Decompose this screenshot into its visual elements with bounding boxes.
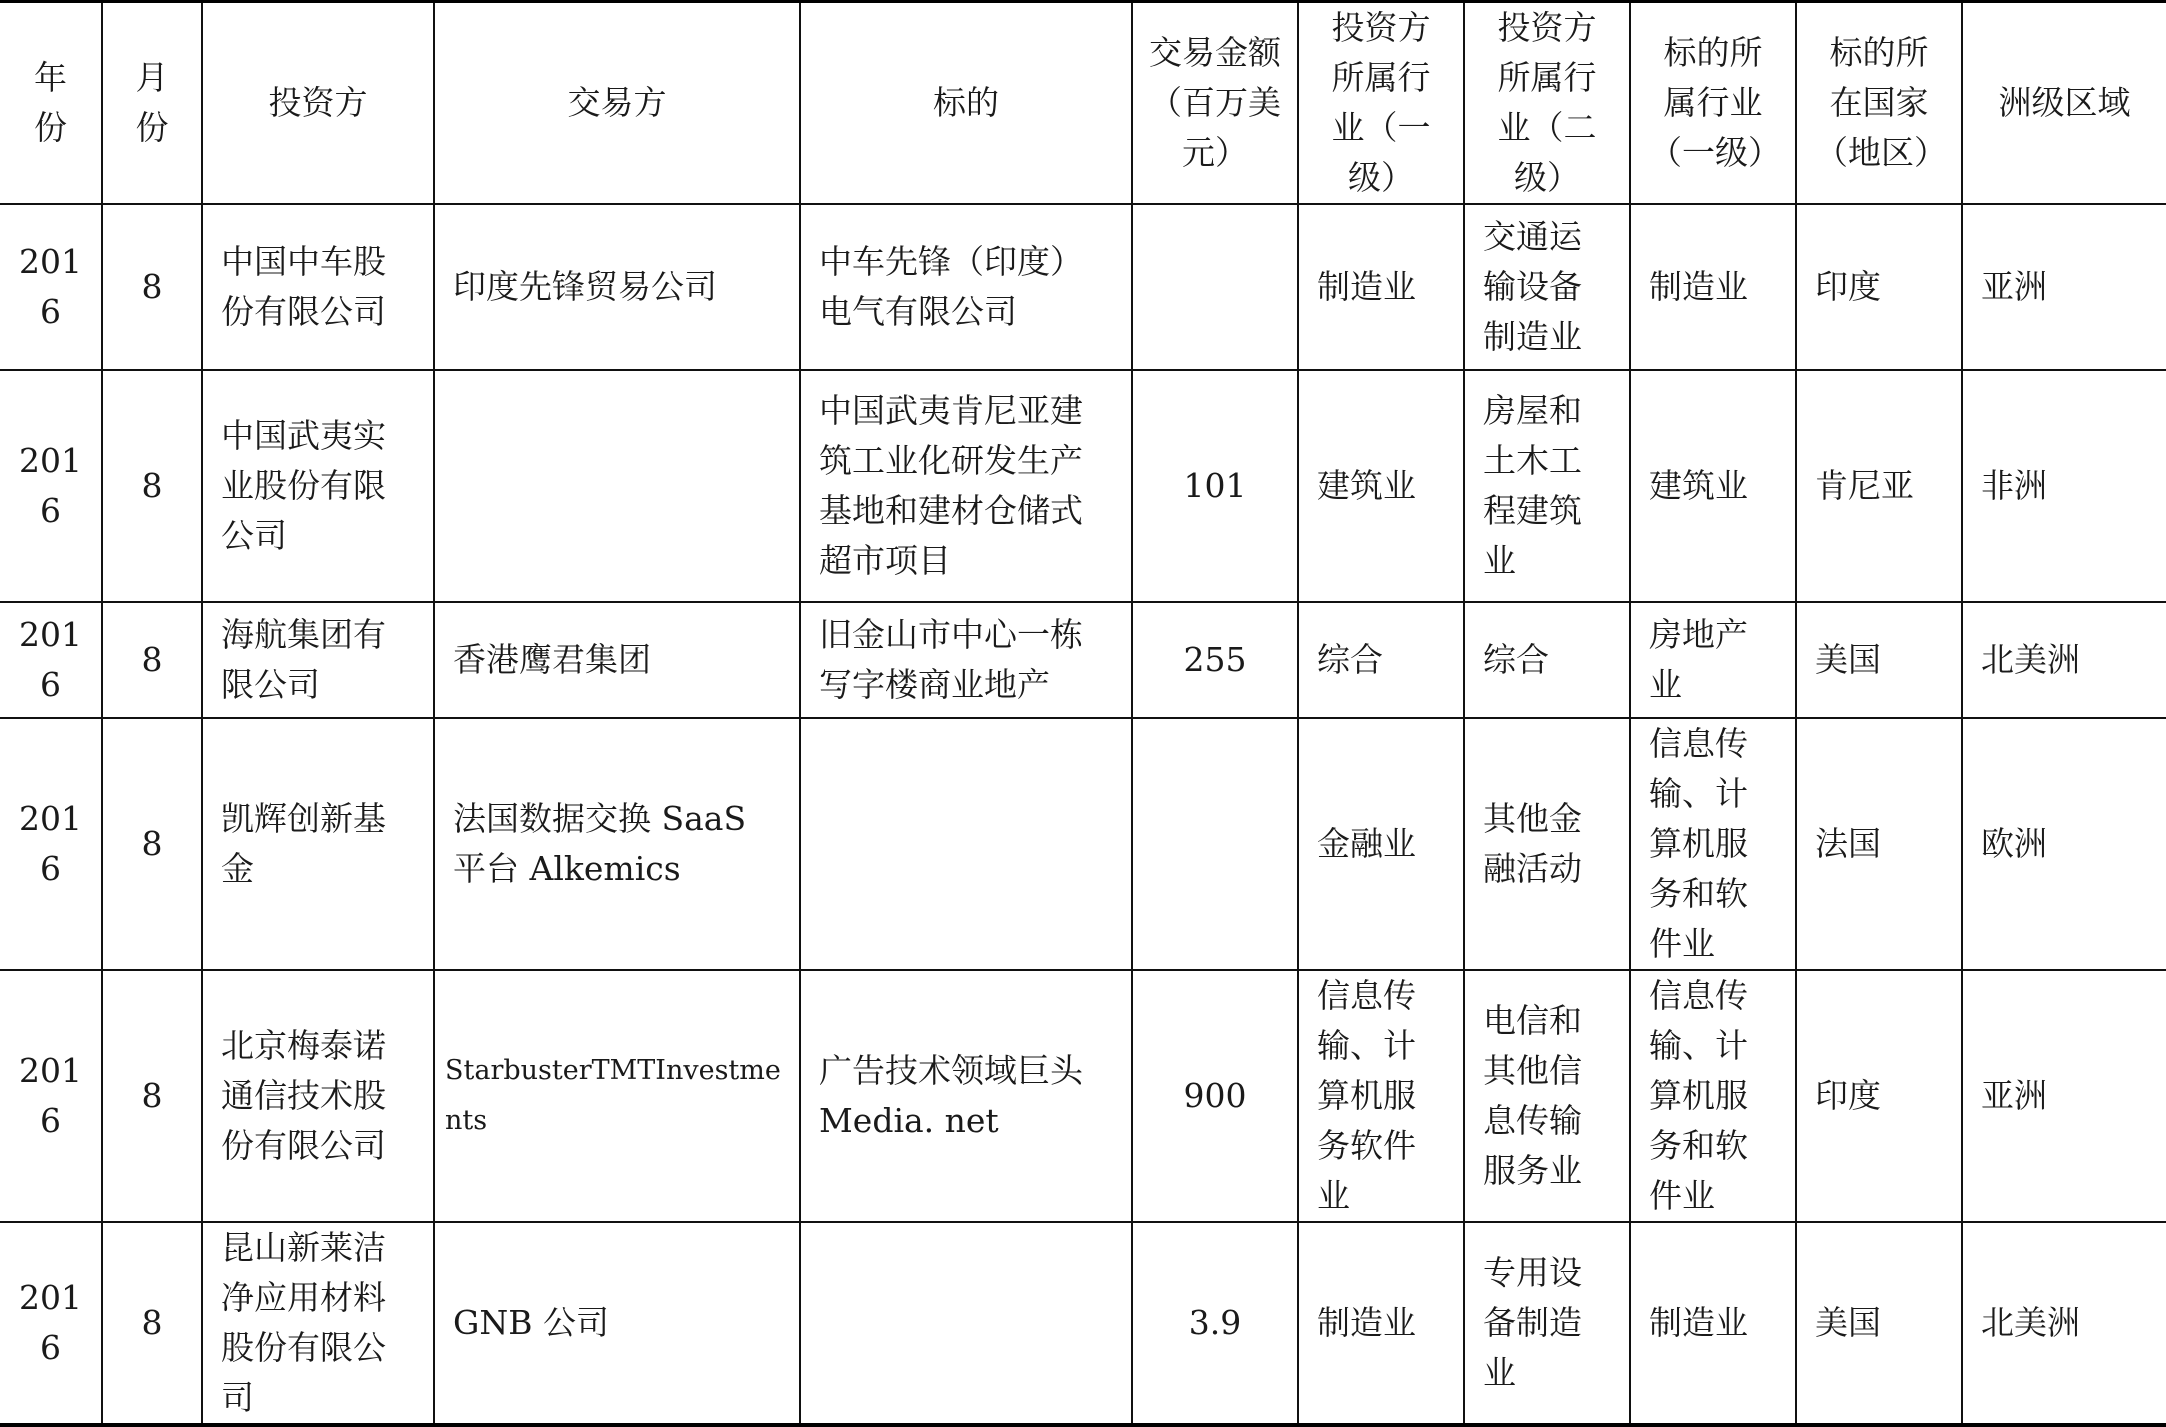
header-target-country: 标的所在国家（地区）	[1796, 2, 1962, 205]
cell-investor-industry-l2: 其他金融活动	[1464, 718, 1630, 970]
cell-target: 中国武夷肯尼亚建筑工业化研发生产基地和建材仓储式超市项目	[800, 370, 1132, 602]
cell-year: 2016	[0, 204, 102, 370]
header-amount: 交易金额（百万美元）	[1132, 2, 1298, 205]
cell-counterparty: GNB 公司	[434, 1222, 800, 1425]
cell-investor: 北京梅泰诺通信技术股份有限公司	[202, 970, 434, 1222]
header-counterparty: 交易方	[434, 2, 800, 205]
cell-target-industry-l1: 建筑业	[1630, 370, 1796, 602]
header-month: 月份	[102, 2, 202, 205]
cell-target-industry-l1: 制造业	[1630, 1222, 1796, 1425]
cell-counterparty: StarbusterTMTInvestments	[434, 970, 800, 1222]
cell-continent: 亚洲	[1962, 970, 2166, 1222]
cell-investor: 昆山新莱洁净应用材料股份有限公司	[202, 1222, 434, 1425]
cell-amount: 101	[1132, 370, 1298, 602]
cell-target	[800, 1222, 1132, 1425]
cell-target-country: 美国	[1796, 602, 1962, 718]
table-row	[0, 1222, 2166, 1425]
cell-investor-industry-l1: 制造业	[1298, 1222, 1464, 1425]
cell-year: 2016	[0, 718, 102, 970]
cell-investor-industry-l2: 房屋和土木工程建筑业	[1464, 370, 1630, 602]
cell-target-country: 肯尼亚	[1796, 370, 1962, 602]
cell-investor-industry-l2: 综合	[1464, 602, 1630, 718]
cell-target	[800, 718, 1132, 970]
cell-year: 2016	[0, 370, 102, 602]
cell-investor-industry-l1: 综合	[1298, 602, 1464, 718]
cell-target-industry-l1: 制造业	[1630, 204, 1796, 370]
cell-continent: 欧洲	[1962, 718, 2166, 970]
cell-counterparty: 印度先锋贸易公司	[434, 204, 800, 370]
cell-counterparty: 法国数据交换 SaaS 平台 Alkemics	[434, 718, 800, 970]
cell-year: 2016	[0, 602, 102, 718]
cell-amount: 255	[1132, 602, 1298, 718]
cell-investor: 中国中车股份有限公司	[202, 204, 434, 370]
header-continent: 洲级区域	[1962, 2, 2166, 205]
cell-investor-industry-l2: 专用设备制造业	[1464, 1222, 1630, 1425]
cell-amount	[1132, 718, 1298, 970]
cell-month: 8	[102, 1222, 202, 1425]
cell-year: 2016	[0, 1222, 102, 1425]
cell-month: 8	[102, 970, 202, 1222]
cell-investor-industry-l1: 建筑业	[1298, 370, 1464, 602]
cell-target-country: 美国	[1796, 1222, 1962, 1425]
cell-investor-industry-l1: 制造业	[1298, 204, 1464, 370]
cell-month: 8	[102, 370, 202, 602]
cell-investor-industry-l2: 电信和其他信息传输服务业	[1464, 970, 1630, 1222]
cell-month: 8	[102, 204, 202, 370]
cell-month: 8	[102, 718, 202, 970]
cell-investor-industry-l1: 金融业	[1298, 718, 1464, 970]
cell-target-country: 印度	[1796, 204, 1962, 370]
cell-investor: 凯辉创新基金	[202, 718, 434, 970]
header-target: 标的	[800, 2, 1132, 205]
cell-continent: 亚洲	[1962, 204, 2166, 370]
table-row	[0, 370, 2166, 602]
cell-month: 8	[102, 602, 202, 718]
cell-target: 旧金山市中心一栋写字楼商业地产	[800, 602, 1132, 718]
cell-target-country: 印度	[1796, 970, 1962, 1222]
table-row	[0, 204, 2166, 370]
table-row	[0, 718, 2166, 970]
cell-investor: 中国武夷实业股份有限公司	[202, 370, 434, 602]
cell-year: 2016	[0, 970, 102, 1222]
header-year: 年份	[0, 2, 102, 205]
cell-continent: 北美洲	[1962, 1222, 2166, 1425]
cell-investor: 海航集团有限公司	[202, 602, 434, 718]
header-target-industry-l1: 标的所属行业（一级）	[1630, 2, 1796, 205]
cell-target: 广告技术领域巨头 Media. net	[800, 970, 1132, 1222]
header-investor: 投资方	[202, 2, 434, 205]
cell-continent: 北美洲	[1962, 602, 2166, 718]
cell-amount	[1132, 204, 1298, 370]
cell-counterparty	[434, 370, 800, 602]
cell-target-industry-l1: 信息传输、计算机服务和软件业	[1630, 718, 1796, 970]
header-row	[0, 2, 2166, 205]
cell-investor-industry-l2: 交通运输设备制造业	[1464, 204, 1630, 370]
cell-amount: 900	[1132, 970, 1298, 1222]
cell-investor-industry-l1: 信息传输、计算机服务软件业	[1298, 970, 1464, 1222]
cell-continent: 非洲	[1962, 370, 2166, 602]
cell-amount: 3.9	[1132, 1222, 1298, 1425]
cell-counterparty: 香港鹰君集团	[434, 602, 800, 718]
header-investor-industry-l2: 投资方所属行业（二级）	[1464, 2, 1630, 205]
header-investor-industry-l1: 投资方所属行业（一级）	[1298, 2, 1464, 205]
cell-target-country: 法国	[1796, 718, 1962, 970]
table-row	[0, 970, 2166, 1222]
cell-target-industry-l1: 房地产业	[1630, 602, 1796, 718]
table-row	[0, 602, 2166, 718]
cell-target: 中车先锋（印度）电气有限公司	[800, 204, 1132, 370]
cell-target-industry-l1: 信息传输、计算机服务和软件业	[1630, 970, 1796, 1222]
